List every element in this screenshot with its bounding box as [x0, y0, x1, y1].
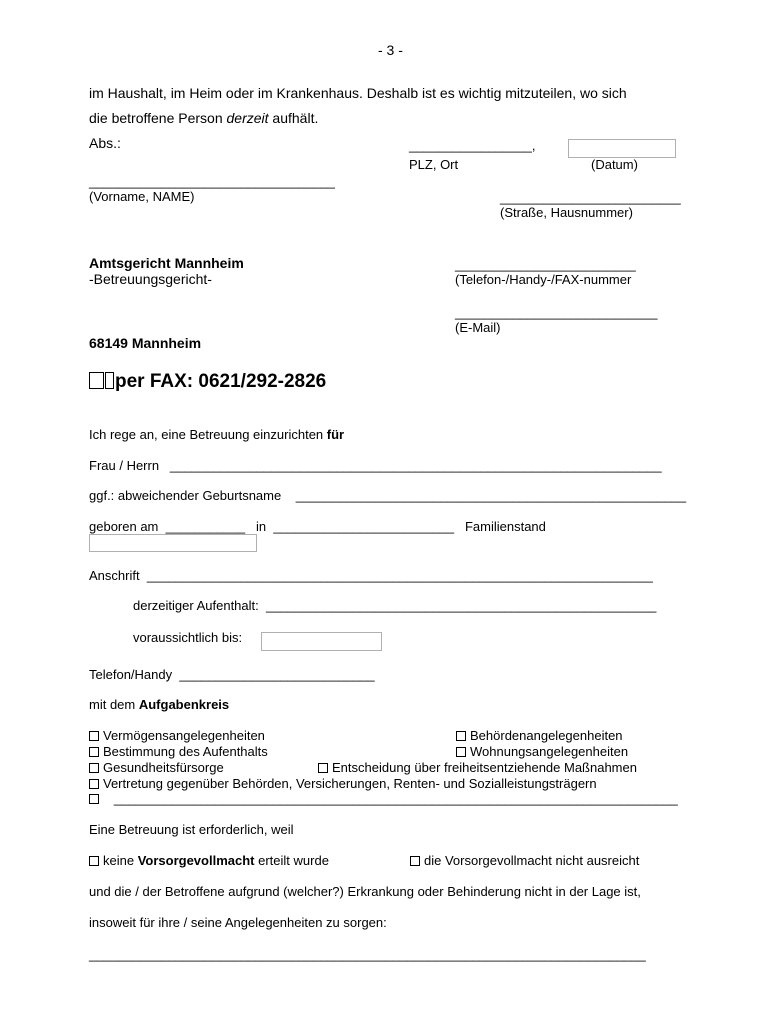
request-text — [89, 427, 344, 442]
task-vertretung[interactable] — [89, 776, 597, 791]
phone-field-line[interactable]: ___________________________ — [179, 667, 375, 682]
checkbox-icon[interactable] — [89, 763, 99, 773]
task-label: Vertretung gegenüber Behörden, Versicherungen, Renten- und Sozialleistungsträgern — [103, 776, 597, 791]
date-label: (Datum) — [591, 157, 638, 172]
reason-opt-1-post: erteilt wurde — [254, 853, 329, 868]
checkbox-icon[interactable] — [410, 856, 420, 866]
task-freiheit[interactable] — [318, 760, 637, 775]
fax-number: per FAX: 0621/292-2826 — [115, 371, 327, 392]
checkbox-icon[interactable] — [89, 794, 99, 804]
intro-emphasis: derzeit — [226, 110, 269, 126]
task-wohnung[interactable] — [456, 744, 628, 759]
task-aufenthalt[interactable] — [89, 744, 268, 759]
recipient-name: Amtsgericht Mannheim — [89, 255, 244, 271]
checkbox-icon[interactable] — [89, 747, 99, 757]
stay-line[interactable]: ______________________________________________________ — [265, 598, 657, 613]
request-pre: Ich rege an, eine Betreuung einzurichten — [89, 427, 327, 442]
checkbox-icon[interactable] — [89, 731, 99, 741]
phone-field — [89, 667, 375, 682]
checkbox-icon[interactable] — [456, 747, 466, 757]
intro-line-1: im Haushalt, im Heim oder im Krankenhaus. Deshalb ist es wichtig mitzuteilen, wo sich — [89, 85, 627, 101]
reason-final-line[interactable]: _____________________________________________________________________________ — [89, 947, 646, 962]
task-vermoegen[interactable] — [89, 728, 265, 743]
birthname-line[interactable]: ______________________________________________________ — [295, 488, 687, 503]
street-line: _________________________ — [500, 190, 681, 205]
request-bold: für — [326, 427, 345, 442]
reason-opt-2[interactable] — [410, 853, 639, 868]
task-label: Entscheidung über freiheitsentziehende Maßnahmen — [332, 760, 637, 775]
task-label: Bestimmung des Aufenthalts — [103, 744, 268, 759]
reason-opt-1-bold: Vorsorgevollmacht — [137, 853, 255, 868]
birthname-label: ggf.: abweichender Geburtsname — [89, 488, 282, 503]
fax-line — [89, 371, 326, 393]
checkbox-icon[interactable] — [456, 731, 466, 741]
birthname-field — [89, 488, 686, 503]
stay-label: derzeitiger Aufenthalt: — [133, 598, 259, 613]
status-label: Familienstand — [464, 519, 546, 534]
phone-label: (Telefon-/Handy-/FAX-nummer — [455, 272, 632, 287]
reason-opt-2-label: die Vorsorgevollmacht nicht ausreicht — [424, 853, 640, 868]
name-label: (Vorname, NAME) — [89, 189, 195, 204]
task-label: Wohnungsangelegenheiten — [470, 744, 629, 759]
until-input[interactable] — [261, 632, 382, 651]
page-number: - 3 - — [378, 42, 403, 58]
born-label: geboren am — [89, 519, 159, 534]
checkbox-icon[interactable] — [318, 763, 328, 773]
task-label: Vermögensangelegenheiten — [103, 728, 265, 743]
reason-opt-1-pre: keine — [103, 853, 138, 868]
street-label: (Straße, Hausnummer) — [500, 205, 633, 220]
intro-text-end: aufhält. — [268, 110, 319, 126]
date-input[interactable] — [568, 139, 676, 158]
plz-line: _________________, — [409, 138, 536, 153]
checkbox-icon[interactable] — [89, 779, 99, 789]
phone-field-label: Telefon/Handy — [89, 667, 173, 682]
reason-opt-1[interactable] — [89, 853, 329, 868]
recipient-city: 68149 Mannheim — [89, 335, 202, 351]
checkbox-icon — [105, 372, 114, 389]
task-label: Behördenangelegenheiten — [470, 728, 623, 743]
in-line[interactable]: _________________________ — [273, 519, 455, 534]
born-field — [89, 519, 546, 534]
reason-line-1: und die / der Betroffene aufgrund (welcher?) Erkrankung oder Behinderung nicht in der Lage ist, — [89, 884, 641, 899]
address-line[interactable]: ______________________________________________________________________ — [146, 568, 653, 583]
intro-line-2 — [89, 110, 318, 126]
tasks-intro — [89, 697, 229, 712]
tasks-intro-bold: Aufgabenkreis — [138, 697, 230, 712]
checkbox-icon[interactable] — [89, 372, 104, 389]
intro-text: die betroffene Person — [89, 110, 227, 126]
in-label: in — [256, 519, 267, 534]
phone-line: _________________________ — [455, 257, 636, 272]
recipient-dept: -Betreuungsgericht- — [89, 271, 212, 287]
task-gesundheit[interactable] — [89, 760, 224, 775]
person-line[interactable]: ____________________________________________________________________ — [169, 458, 662, 473]
reason-line-2: insoweit für ihre / seine Angelegenheiten zu sorgen: — [89, 915, 387, 930]
born-line[interactable]: ___________ — [165, 519, 246, 534]
reason-intro: Eine Betreuung ist erforderlich, weil — [89, 822, 294, 837]
plz-label: PLZ, Ort — [409, 157, 459, 172]
checkbox-icon[interactable] — [89, 856, 99, 866]
name-line: __________________________________ — [89, 174, 335, 189]
task-label: Gesundheitsfürsorge — [103, 760, 224, 775]
person-label: Frau / Herrn — [89, 458, 160, 473]
person-field — [89, 458, 662, 473]
abs-label: Abs.: — [89, 135, 121, 151]
email-line: ____________________________ — [455, 305, 658, 320]
task-behoerden[interactable] — [456, 728, 623, 743]
email-label: (E-Mail) — [455, 320, 501, 335]
task-other-line[interactable]: ______________________________________________________________________________ — [113, 791, 678, 806]
address-label: Anschrift — [89, 568, 140, 583]
birthdate-input[interactable] — [89, 534, 257, 552]
stay-field — [133, 598, 656, 613]
tasks-intro-pre: mit dem — [89, 697, 139, 712]
address-field — [89, 568, 653, 583]
task-other[interactable] — [89, 791, 678, 806]
until-label: voraussichtlich bis: — [133, 630, 243, 645]
